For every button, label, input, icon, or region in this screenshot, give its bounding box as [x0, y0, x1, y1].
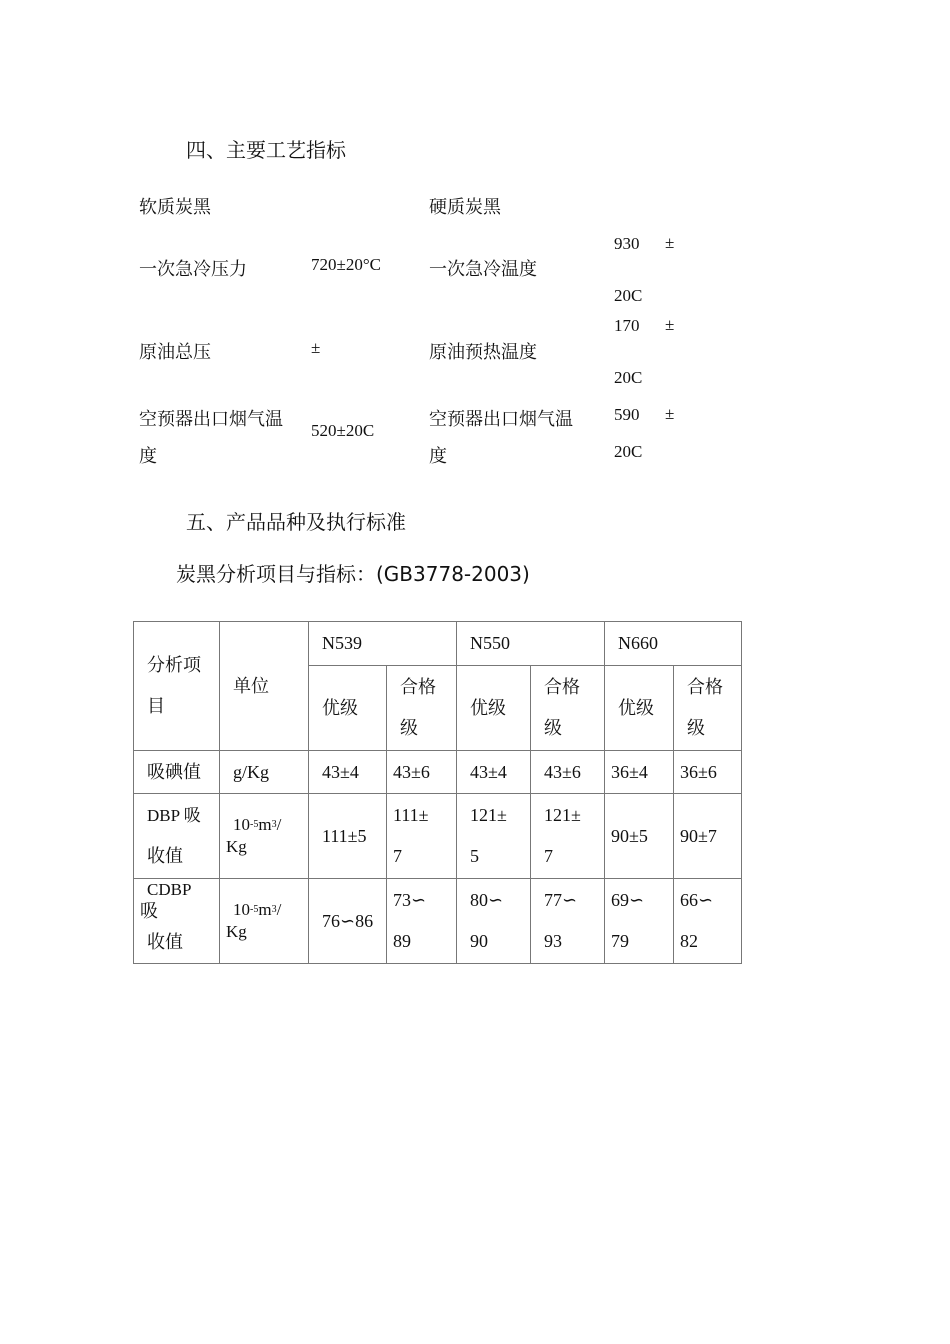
header-grade: N660: [605, 622, 742, 666]
param-value-number: 170: [614, 316, 640, 335]
param-value: 720±20°C: [311, 255, 381, 274]
table-row: [134, 794, 742, 879]
standard-subtitle: 炭黑分析项目与指标：(GB3778-2003): [176, 562, 530, 586]
row-unit: g/Kg: [220, 751, 309, 794]
header-grade: N550: [457, 622, 605, 666]
cell-value: 73∽ 89: [387, 879, 457, 964]
subheader-pass: 合格 级: [674, 666, 742, 751]
hard-carbon-label: 硬质炭黑: [429, 197, 501, 218]
param-name-line2: 度: [139, 446, 157, 467]
cell-value: 90±5: [605, 794, 674, 879]
param-name-line2: 度: [429, 446, 447, 467]
param-name-line1: 空预器出口烟气温: [429, 409, 573, 430]
cell-value: 36±4: [605, 751, 674, 794]
cell-value: 121± 7: [531, 794, 605, 879]
row-item: 吸碘值: [134, 751, 220, 794]
cell-value: 43±6: [387, 751, 457, 794]
row-unit: 10-5m3/ Kg: [220, 879, 309, 964]
table-row: [134, 879, 742, 964]
subheader-pass: 合格 级: [531, 666, 605, 751]
plus-minus: ±: [665, 404, 675, 423]
subheader-pass: 合格 级: [387, 666, 457, 751]
param-value-tail: 20C: [614, 442, 643, 461]
subheader-best: 优级: [309, 666, 387, 751]
header-grade: N539: [309, 622, 457, 666]
cell-value: 43±4: [309, 751, 387, 794]
row-item: DBP 吸 收值: [134, 794, 220, 879]
row-unit: 10-5m3/ Kg: [220, 794, 309, 879]
param-value-number: 590: [614, 405, 640, 424]
param-value-number: 930: [614, 234, 640, 253]
soft-carbon-label: 软质炭黑: [139, 197, 211, 218]
cell-value: 121± 5: [457, 794, 531, 879]
cell-value: 43±4: [457, 751, 531, 794]
header-unit: 单位: [220, 622, 309, 751]
carbon-black-spec-table: [133, 621, 742, 964]
subheader-best: 优级: [605, 666, 674, 751]
param-value-tail: 20C: [614, 286, 643, 305]
cell-value: 77∽ 93: [531, 879, 605, 964]
param-name: 一次急冷压力: [139, 259, 247, 280]
param-name-line1: 空预器出口烟气温: [139, 409, 283, 430]
cell-value: 111±5: [309, 794, 387, 879]
cell-value: 80∽ 90: [457, 879, 531, 964]
cell-value: 69∽ 79: [605, 879, 674, 964]
section4-heading: 四、主要工艺指标: [186, 138, 346, 162]
param-name: 原油预热温度: [429, 342, 537, 363]
plus-minus: ±: [665, 315, 675, 334]
header-item: 分析项 目: [134, 622, 220, 751]
cell-value: 90±7: [674, 794, 742, 879]
cell-value: 66∽ 82: [674, 879, 742, 964]
cell-value: 76∽86: [309, 879, 387, 964]
cell-value: 36±6: [674, 751, 742, 794]
param-name: 一次急冷温度: [429, 259, 537, 280]
plus-minus: ±: [665, 233, 675, 252]
param-name: 原油总压: [139, 342, 211, 363]
param-value-tail: 20C: [614, 368, 643, 387]
table-row: [134, 751, 742, 794]
cell-value: 111± 7: [387, 794, 457, 879]
param-value: 520±20C: [311, 421, 375, 440]
subheader-best: 优级: [457, 666, 531, 751]
row-item: CDBP 吸 收值: [134, 879, 220, 964]
cell-value: 43±6: [531, 751, 605, 794]
section5-heading: 五、产品品种及执行标准: [186, 510, 406, 534]
param-value: ±: [311, 338, 321, 357]
table-header-row: [134, 622, 742, 666]
